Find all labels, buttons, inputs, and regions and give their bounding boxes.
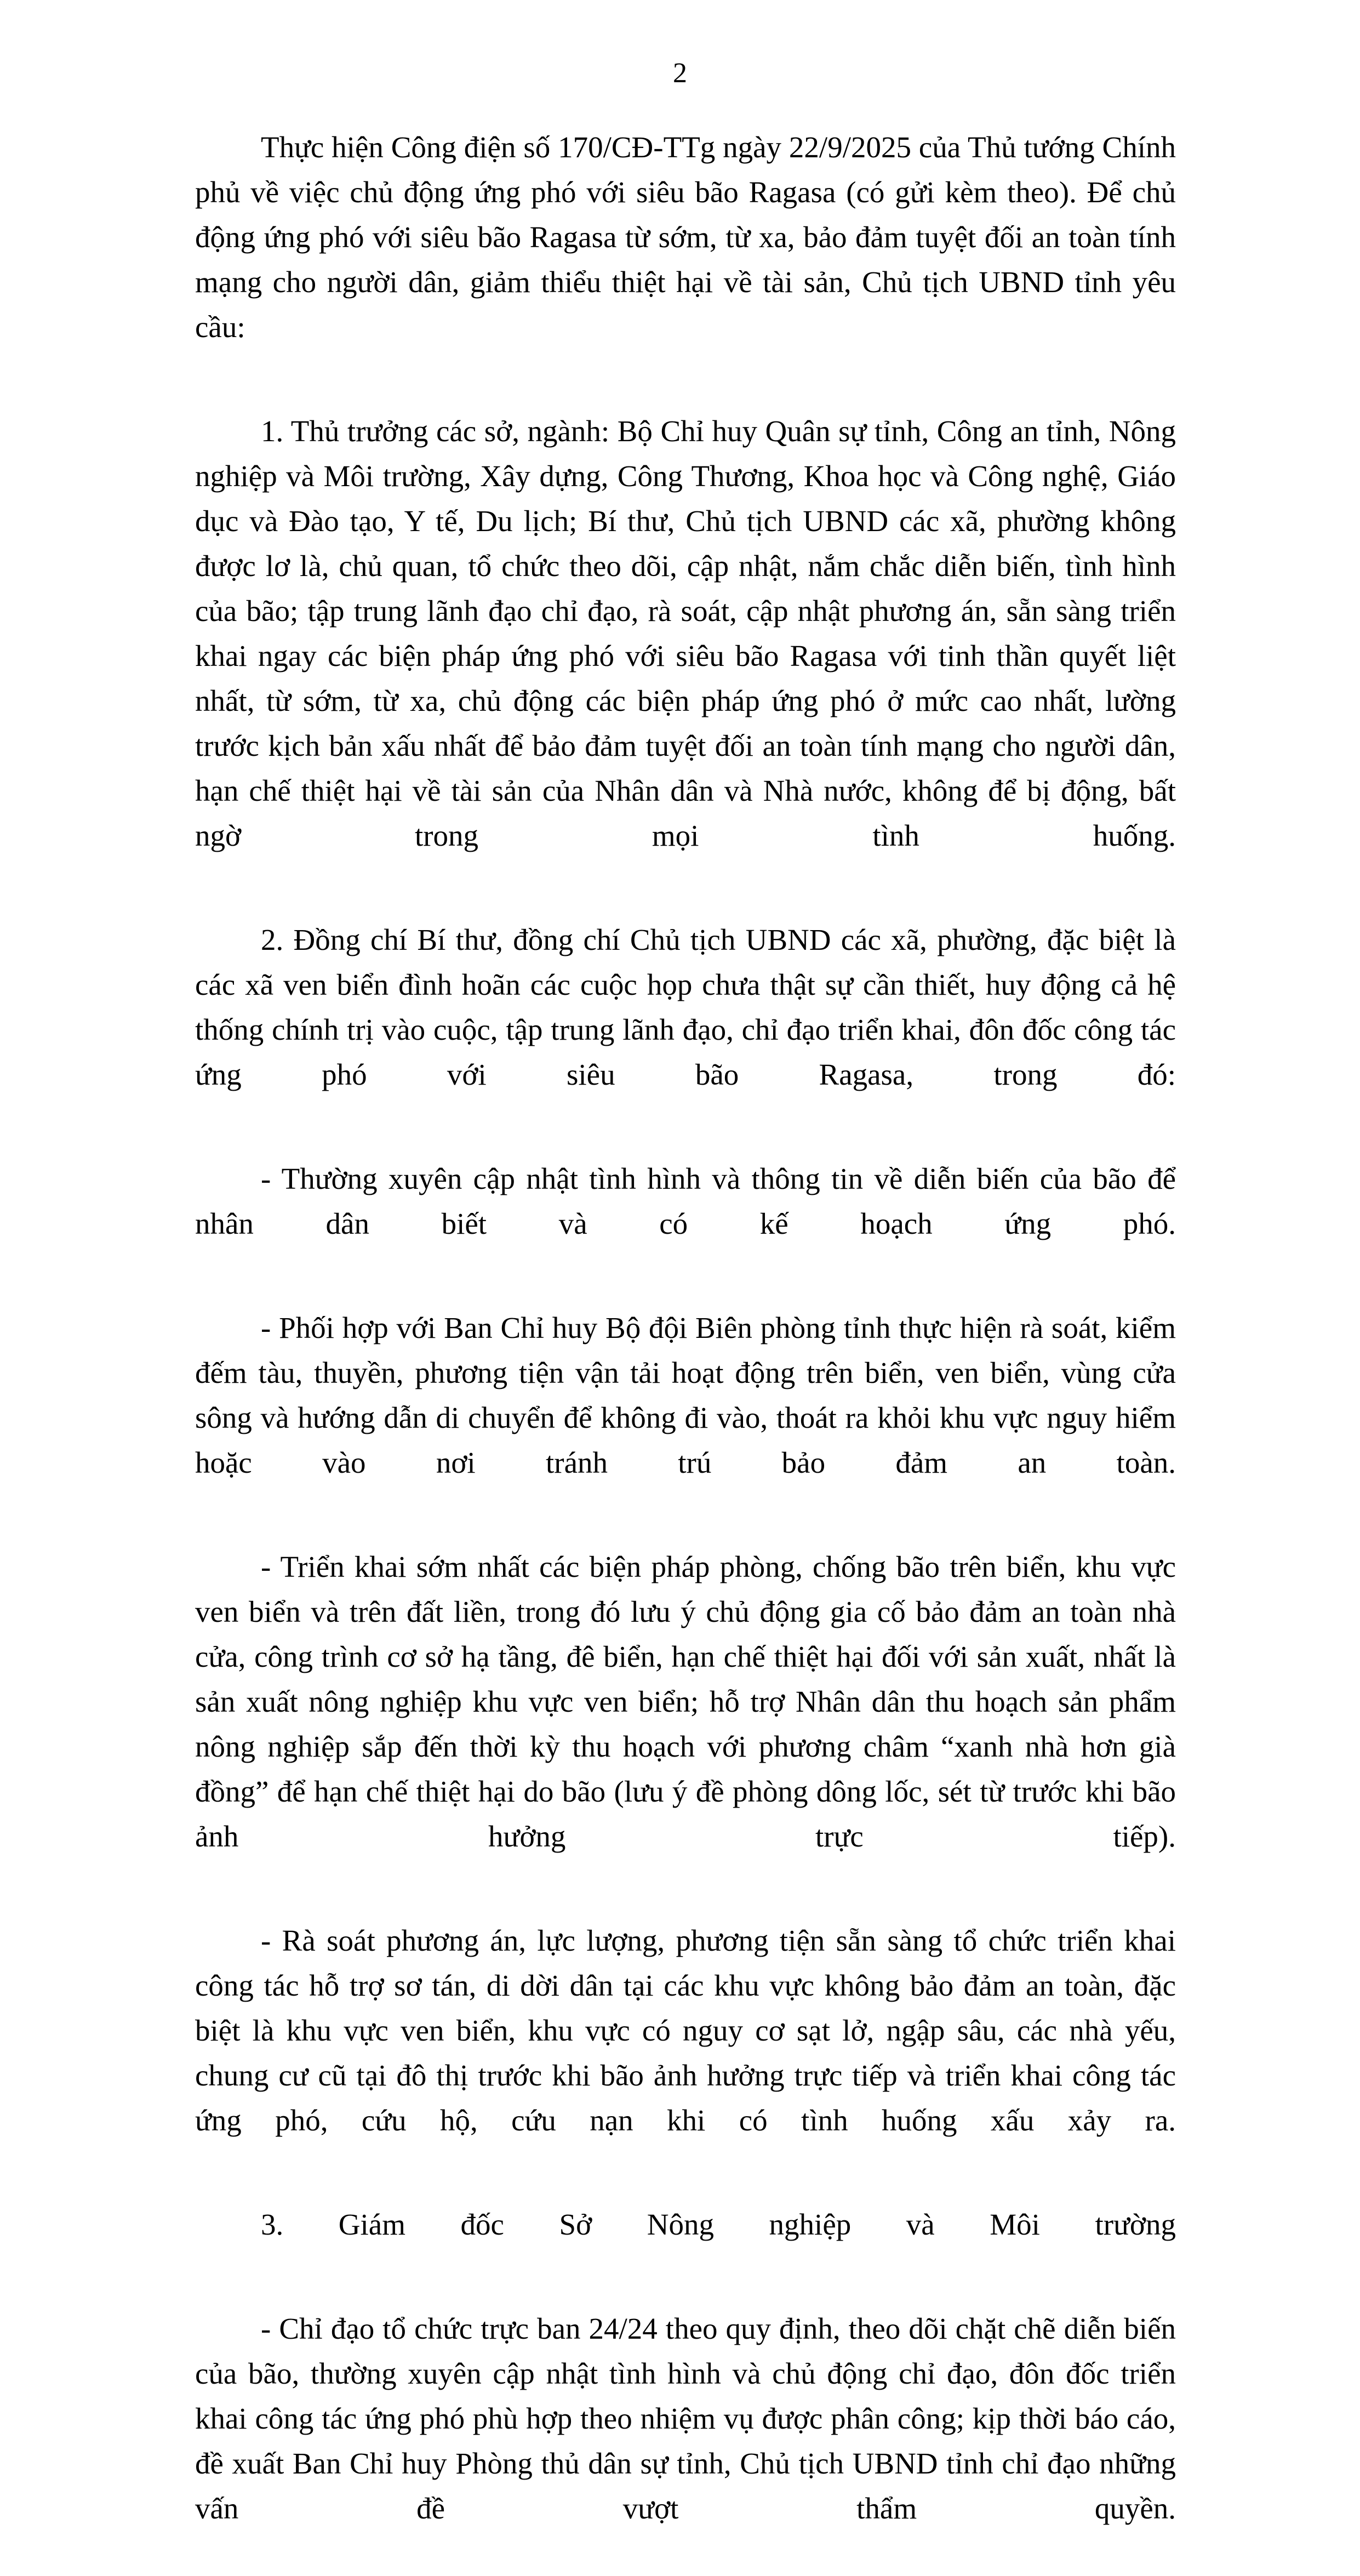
document-body bbox=[195, 125, 1176, 2576]
paragraph-item-3-bullet-1: - Chỉ đạo tổ chức trực ban 24/24 theo quy định, theo dõi chặt chẽ diễn biến của bão, thường xuyên cập nhật tình hình và chủ động chỉ đạo, đôn đốc triển khai công tác ứng phó phù hợp theo nhiệm vụ được phân công; kịp thời báo cáo, đề xuất Ban Chỉ huy Phòng thủ dân sự tỉnh, Chủ tịch UBND tỉnh chỉ đạo những vấn đề vượt thẩm quyền. bbox=[195, 2312, 1176, 2525]
paragraph-item-2-bullet-2: - Phối hợp với Ban Chỉ huy Bộ đội Biên phòng tỉnh thực hiện rà soát, kiểm đếm tàu, thuyền, phương tiện vận tải hoạt động trên biển, ven biển, vùng cửa sông và hướng dẫn di chuyển để không đi vào, thoát ra khỏi khu vực nguy hiểm hoặc vào nơi tránh trú bảo đảm an toàn. bbox=[195, 1311, 1176, 1479]
paragraph-item-3: 3. Giám đốc Sở Nông nghiệp và Môi trường bbox=[261, 2208, 1176, 2241]
page-number: 2 bbox=[673, 58, 687, 89]
paragraph-item-2: 2. Đồng chí Bí thư, đồng chí Chủ tịch UBND các xã, phường, đặc biệt là các xã ven biển đình hoãn các cuộc họp chưa thật sự cần thiết, huy động cả hệ thống chính trị vào cuộc, tập trung lãnh đạo, chỉ đạo triển khai, đôn đốc công tác ứng phó với siêu bão Ragasa, trong đó: bbox=[195, 923, 1176, 1091]
paragraph-item-2-bullet-1: - Thường xuyên cập nhật tình hình và thông tin về diễn biến của bão để nhân dân biết và có kế hoạch ứng phó. bbox=[195, 1162, 1176, 1240]
paragraph-intro: Thực hiện Công điện số 170/CĐ-TTg ngày 22/9/2025 của Thủ tướng Chính phủ về việc chủ động ứng phó với siêu bão Ragasa (có gửi kèm theo). Để chủ động ứng phó với siêu bão Ragasa từ sớm, từ xa, bảo đảm tuyệt đối an toàn tính mạng cho người dân, giảm thiểu thiệt hại về tài sản, Chủ tịch UBND tỉnh yêu cầu: bbox=[195, 130, 1176, 344]
paragraph-item-1: 1. Thủ trưởng các sở, ngành: Bộ Chỉ huy Quân sự tỉnh, Công an tỉnh, Nông nghiệp và Môi trường, Xây dựng, Công Thương, Khoa học và Công nghệ, Giáo dục và Đào tạo, Y tế, Du lịch; Bí thư, Chủ tịch UBND các xã, phường không được lơ là, chủ quan, tổ chức theo dõi, cập nhật, nắm chắc diễn biến, tình hình của bão; tập trung lãnh đạo chỉ đạo, rà soát, cập nhật phương án, sẵn sàng triển khai ngay các biện pháp ứng phó với siêu bão Ragasa với tinh thần quyết liệt nhất, từ sớm, từ xa, chủ động các biện pháp ứng phó ở mức cao nhất, lường trước kịch bản xấu nhất để bảo đảm tuyệt đối an toàn tính mạng cho người dân, hạn chế thiệt hại về tài sản của Nhân dân và Nhà nước, không để bị động, bất ngờ trong mọi tình huống. bbox=[195, 414, 1176, 852]
paragraph-item-2-bullet-3: - Triển khai sớm nhất các biện pháp phòng, chống bão trên biển, khu vực ven biển và trên đất liền, trong đó lưu ý chủ động gia cố bảo đảm an toàn nhà cửa, công trình cơ sở hạ tầng, đê biển, hạn chế thiệt hại đối với sản xuất, nhất là sản xuất nông nghiệp khu vực ven biển; hỗ trợ Nhân dân thu hoạch sản phẩm nông nghiệp sắp đến thời kỳ thu hoạch với phương châm “xanh nhà hơn già đồng” để hạn chế thiệt hại do bão (lưu ý đề phòng dông lốc, sét từ trước khi bão ảnh hưởng trực tiếp). bbox=[195, 1550, 1176, 1853]
paragraph-item-2-bullet-4: - Rà soát phương án, lực lượng, phương tiện sẵn sàng tổ chức triển khai công tác hỗ trợ sơ tán, di dời dân tại các khu vực không bảo đảm an toàn, đặc biệt là khu vực ven biển, khu vực có nguy cơ sạt lở, ngập sâu, các nhà yếu, chung cư cũ tại đô thị trước khi bão ảnh hưởng trực tiếp và triển khai công tác ứng phó, cứu hộ, cứu nạn khi có tình huống xấu xảy ra. bbox=[195, 1924, 1176, 2137]
